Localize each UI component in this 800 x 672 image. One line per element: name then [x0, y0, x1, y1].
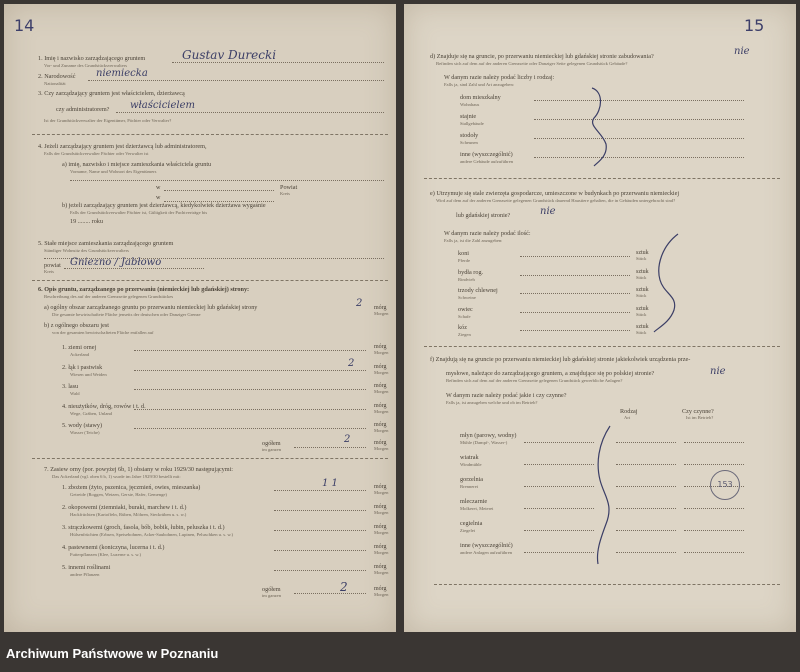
e-item-unit: sztuk Stück [636, 268, 649, 280]
f-label: f) Znajdują się na gruncie po przerwaniu niemieckiej lub gdańskiej stronie jakiekolwiek urządzenia prze- [430, 356, 691, 363]
q7-item-sub: Hackfrüchten (Kartoffeln, Rüben, Möhren, Steckrüben u. s. w.) [70, 512, 187, 517]
q6-item-label: 1. ziemi ornej [62, 344, 97, 351]
f-item-line [524, 486, 594, 487]
f-item-col2-line [684, 442, 744, 443]
q2-sub: Nationalität [44, 81, 66, 86]
e-item-unit: sztuk Stück [636, 287, 649, 298]
d-item-sub: Stallgebäude [460, 121, 484, 126]
f-item-col2-line [684, 552, 744, 553]
q6-item-label: 2. łąk i pastwisk [62, 363, 103, 371]
q6-item-unit: mórg Morgen [374, 344, 389, 355]
q6-item-unit: mórg Morgen [374, 402, 389, 414]
q4-w2: w [156, 194, 161, 201]
q6-item-label: 4. nieużytków, dróg, rowów i t. d. [62, 402, 146, 410]
f-question-sub: Falls ja, ist anzugeben welche und ob im Betrieb? [446, 400, 538, 405]
q7-item-unit: mórg Morgen [374, 524, 389, 535]
f-sub: Befinden sich auf dem auf der anderen Grenzseite gelegenen Grundstück gewerbliche Anlagen? [446, 378, 623, 383]
q6a-sub: Die gesamte bewirtschaftete Fläche jenseits der deutschen oder Danziger Grenze [52, 312, 201, 317]
q2-answer: niemiecka [96, 68, 148, 79]
divider-2 [32, 280, 388, 281]
q6-total-value: 2 [344, 434, 351, 445]
q7-item-label: 3. strączkowemi (groch, fasola, bób, bobik, łubin, peluszka i t. d.) [62, 524, 225, 531]
q7-item-sub: andere Pflanzen [70, 572, 100, 577]
f-col1-sub: Art [624, 415, 631, 420]
d-item-sub: andere Gebäude aufzuführen [460, 159, 514, 164]
q6-item-label: 5. wody (stawy) [62, 422, 103, 429]
f-question: W danym razie należy podać jakie i czy czynne? [446, 392, 567, 399]
f-item-col2-line [684, 508, 744, 509]
q5-kreis: Kreis [44, 269, 54, 274]
q6b-label: b) z ogólnego obszaru jest [44, 322, 109, 329]
page-number-right: 15 [744, 16, 765, 35]
q7-item-unit: mórg Morgen [374, 484, 389, 495]
q6-sub: Beschreibung des auf der anderen Grenzseite gelegenen Grundstückes [44, 294, 174, 299]
q6-item-line [134, 350, 366, 351]
q6b-sub: von der gesamten bewirtschafteten Fläche entfallen auf [52, 330, 154, 335]
e-question-sub: Falls ja, ist die Zahl anzugeben: [444, 238, 503, 243]
q5-sub: Ständiger Wohnsitz des Grundstückverwalters [44, 248, 129, 253]
q2-line [88, 80, 384, 81]
divider-1 [32, 134, 388, 135]
q3-line [116, 112, 384, 113]
f-brace-mark [590, 424, 620, 564]
f-item-line [524, 530, 594, 531]
f-item-line [524, 552, 594, 553]
d-item-label: dom mieszkalny [460, 94, 501, 101]
e-item-line [520, 330, 630, 331]
f-item-sub: Brennerei [460, 484, 479, 489]
q7-item-unit: mórg Morgen [374, 564, 389, 575]
d-item-line [534, 138, 744, 139]
q6a-label: a) ogólny obszar zarządzanego gruntu po przerwaniu niemieckiej lub gdańskiej strony [44, 304, 258, 311]
e-item-sub: Pferde [458, 258, 470, 263]
q6-item-sub: Wald [70, 391, 80, 396]
d-item-label: inne (wyszczególnić) [460, 151, 513, 158]
q1-sub: Vor- und Zuname des Grundstücksverwalters [44, 63, 128, 68]
q4a-sub: Vorname, Name und Wohnort des Eigentümers [70, 169, 157, 174]
q5-label: 5. Stałe miejsce zamieszkania zarządzającego gruntem [38, 240, 174, 247]
f-item-col1-line [616, 552, 676, 553]
d-question: W danym razie należy podać liczby i rodzaj: [444, 74, 555, 81]
divider-r1 [424, 178, 780, 179]
q6-item-value: 2 [348, 357, 355, 369]
f-item-sub: Ziegelei [460, 528, 476, 533]
page-number-left: 14 [14, 16, 35, 35]
f-item-col1-line [616, 486, 676, 487]
q4-w: w [156, 184, 161, 191]
right-form-page [404, 4, 796, 632]
f-item-sub: Molkerei, Meierei [460, 506, 494, 511]
q7-item-label: 1. zbożem (żyto, pszenica, jęczmień, owies, mieszanka) [62, 484, 201, 491]
e-item-line [520, 293, 630, 294]
q7-item-line [274, 510, 366, 511]
q3-answer: właścicielem [130, 100, 196, 111]
q6-item-unit: mórg Morgen [374, 363, 389, 375]
q5-answer: Gniezno / Jabłowo [70, 257, 162, 268]
e-answer: nie [540, 206, 556, 217]
e-question: W danym razie należy podać ilość: [444, 230, 531, 237]
e-label2: lub gdańskiej stronie? [456, 212, 511, 219]
d-item-line [534, 119, 744, 120]
q7-item-label: 2. okopowemi (ziemniaki, buraki, marchew i t. d.) [62, 504, 187, 511]
q6-item-line [134, 389, 366, 390]
d-item-sub: Wohnhaus [460, 102, 480, 107]
e-item-unit: sztuk Stück [636, 305, 649, 317]
q4-w-line [164, 190, 274, 191]
e-item-sub: Rindvieh [458, 276, 475, 282]
f-item-label: wiatrak [460, 454, 479, 461]
e-item-label: koni [458, 250, 470, 257]
q7-item-line [274, 530, 366, 531]
e-brace-mark [650, 232, 690, 332]
f-item-line [524, 442, 594, 443]
e-item-label: owiec [458, 305, 473, 313]
f-item-col1-line [616, 442, 676, 443]
q6a-value: 2 [356, 298, 363, 309]
d-item-label: stodoły [460, 132, 479, 139]
f-item-label: mleczarnie [460, 498, 488, 505]
e-item-sub: Ziegen [458, 332, 471, 337]
q6-item-line [134, 370, 366, 371]
q4b-sub: Falls der Grundstückverwalter Pächter ist, Gültigkeit der Pachtverträge bis [70, 210, 208, 215]
q7-item-sub: Futterpflanzen (Klee, Luzerne u. s. w.) [70, 552, 142, 557]
f-item-sub: Windmühle [460, 462, 482, 467]
q7-item-line [274, 570, 366, 571]
q6-item-line [134, 428, 366, 429]
q7-total-value: 2 [340, 580, 348, 594]
q1-line [172, 62, 384, 63]
e-label: e) Utrzymuje się stale zwierzęta gospodarcze, umieszczone w budynkach po przerwaniu niemieckiej [430, 190, 680, 197]
d-item-label: stajnie [460, 113, 477, 120]
q7-item-sub: Hülsenfrüchten (Erbsen, Speisebohnen, Acker-Saubohnen, Lupinen, Peluschken u. s. w.) [70, 532, 234, 537]
f-item-line [524, 464, 594, 465]
q4-kreis: Kreis [280, 191, 290, 196]
q6-total-sub: im ganzen [262, 447, 282, 452]
e-item-sub: Schweine [458, 295, 476, 300]
q4a-label: a) imię, nazwisko i miejsce zamieszkania właściciela gruntu [62, 161, 212, 168]
q3-label: 3. Czy zarządzający gruntem jest właścicielem, dzierżawcą [38, 90, 185, 97]
q4-label: 4. Jeżeli zarządzający gruntem jest dzierżawcą lub administratorem, [38, 143, 207, 150]
q6-total-label: ogółem [262, 440, 281, 447]
q5-powiat: powiat [44, 262, 61, 269]
q4b-label: b) jeżeli zarządzający gruntem jest dzierżawcą, kiedykolwiek dzierżawa wygaśnie [62, 202, 266, 209]
f-item-line [524, 508, 594, 509]
q5-line2 [64, 268, 204, 269]
d-brace-mark [588, 86, 618, 166]
d-item-sub: Scheunen [460, 140, 478, 145]
f-col1: Rodzaj [620, 408, 638, 415]
q6-item-sub: Wiesen und Weiden [70, 371, 107, 377]
q6-item-line [134, 409, 366, 410]
e-sub: Wird auf dem auf der anderen Grenzseite gelegenen Grundstück dauernd Haustiere gehalten, die in Gebäuden untergebracht sind? [436, 198, 676, 203]
q6-label: 6. Opis gruntu, zarządzanego po przerwaniu (niemieckiej lub gdańskiej) strony: [38, 286, 250, 293]
q3-sub: Ist der Grundstückverwalter der Eigentümer, Pächter oder Verwalter? [44, 118, 172, 123]
f-item-sub: Mühle (Dampf-, Wasser-) [460, 440, 508, 445]
e-item-unit: sztuk Stück [636, 324, 649, 335]
f-item-col1-line [616, 530, 676, 531]
q4b-year: 19 ........ roku [70, 218, 103, 225]
e-item-label: kóz [458, 324, 467, 331]
q7-total-label: ogółem [262, 586, 281, 593]
f-col2-sub: Ist im Betrieb? [686, 415, 714, 420]
q4-powiat: Powiat [280, 184, 298, 191]
q1-answer: Gustav Durecki [182, 48, 277, 62]
d-question-sub: Falls ja, sind Zahl und Art anzugeben: [444, 82, 515, 87]
e-item-label: bydła rog. [458, 268, 484, 276]
q6-total-unit: mórg Morgen [374, 440, 389, 451]
q6-item-sub: Wasser (Teiche) [70, 430, 100, 435]
q7-item-label: 5. innemi roślinami [62, 564, 111, 571]
left-form-page [4, 4, 396, 632]
q3-label2: czy administratorem? [56, 106, 110, 113]
q6-item-label: 3. lasu [62, 383, 79, 390]
f-item-label: inne (wyszczególnić) [460, 542, 513, 549]
q6-item-sub: Wege, Gräben, Unland [70, 410, 112, 416]
d-item-line [534, 157, 744, 158]
f-item-col2-line [684, 530, 744, 531]
archive-footer-title: Archiwum Państwowe w Poznaniu [6, 646, 219, 661]
q6a-unit: mórg Morgen [374, 305, 389, 316]
q7-total-unit: mórg Morgen [374, 586, 389, 597]
f-item-label: gorzelnia [460, 476, 484, 483]
divider-r3 [434, 584, 780, 585]
d-label: d) Znajduje się na gruncie, po przerwaniu niemieckiej lub gdańskiej stronie zabudowania? [430, 53, 654, 60]
q2-label: 2. Narodowość [38, 73, 76, 80]
divider-3 [32, 458, 388, 459]
d-sub: Befinden sich auf dem auf der anderen Grenzseite oder Danziger Seite gelegenen Grundstück Gebäude? [436, 61, 628, 66]
e-item-line [520, 275, 630, 276]
q6-item-sub: Ackerland [70, 352, 90, 357]
divider-r2 [424, 346, 780, 347]
q7-item-line [274, 550, 366, 551]
f-label2: mysłowe, należące do zarządzającego gruntem, a znajdujące się po polskiej stronie? [446, 370, 655, 377]
q7-sub: Das Ackerland (vgl. oben 6 b, 1) wurde im Jahre 1929/30 bestellt mit: [52, 474, 181, 479]
e-item-line [520, 312, 630, 313]
q1-label: 1. Imię i nazwisko zarządzającego gruntem [38, 55, 146, 62]
q4-sub: Falls der Grundstückverwalter Pächter oder Verwalter ist [44, 151, 149, 156]
d-answer: nie [734, 46, 750, 57]
f-answer: nie [710, 366, 726, 377]
q7-item-unit: mórg Morgen [374, 504, 389, 515]
q7-item-line [274, 490, 366, 491]
q7-label: 7. Zasiew orny (por. powyżej 6b, 1) obsiany w roku 1929/30 następującymi: [44, 466, 234, 473]
e-item-unit: sztuk Stück [636, 250, 649, 261]
q7-item-value: 1 1 [322, 478, 338, 489]
q6-item-unit: mórg Morgen [374, 383, 389, 394]
e-item-line [520, 256, 630, 257]
f-item-col1-line [616, 464, 676, 465]
q7-item-unit: mórg Morgen [374, 544, 389, 555]
e-item-sub: Schafe [458, 313, 471, 319]
f-item-label: młyn (parowy, wodny) [460, 432, 517, 439]
f-col2: Czy czynne? [682, 408, 714, 415]
f-item-col1-line [616, 508, 676, 509]
archive-stamp: 153 [710, 470, 740, 500]
q7-item-sub: Getreide (Roggen, Weizen, Gerste, Hafer, Gemenge) [70, 492, 167, 497]
q6-item-unit: mórg Morgen [374, 422, 389, 433]
e-item-label: trzody chlewnej [458, 287, 498, 294]
q4a-line1 [70, 180, 384, 181]
q7-item-label: 4. pastewnemi (koniczyna, lucerna i t. d.) [62, 544, 165, 551]
q7-total-sub: im ganzen [262, 593, 282, 598]
q6-total-line [294, 447, 366, 448]
f-item-label: cegielnia [460, 520, 483, 527]
d-item-line [534, 100, 744, 101]
q7-total-line [294, 593, 366, 594]
f-item-col2-line [684, 464, 744, 465]
f-item-sub: andere Anlagen aufzuführen [460, 550, 513, 555]
